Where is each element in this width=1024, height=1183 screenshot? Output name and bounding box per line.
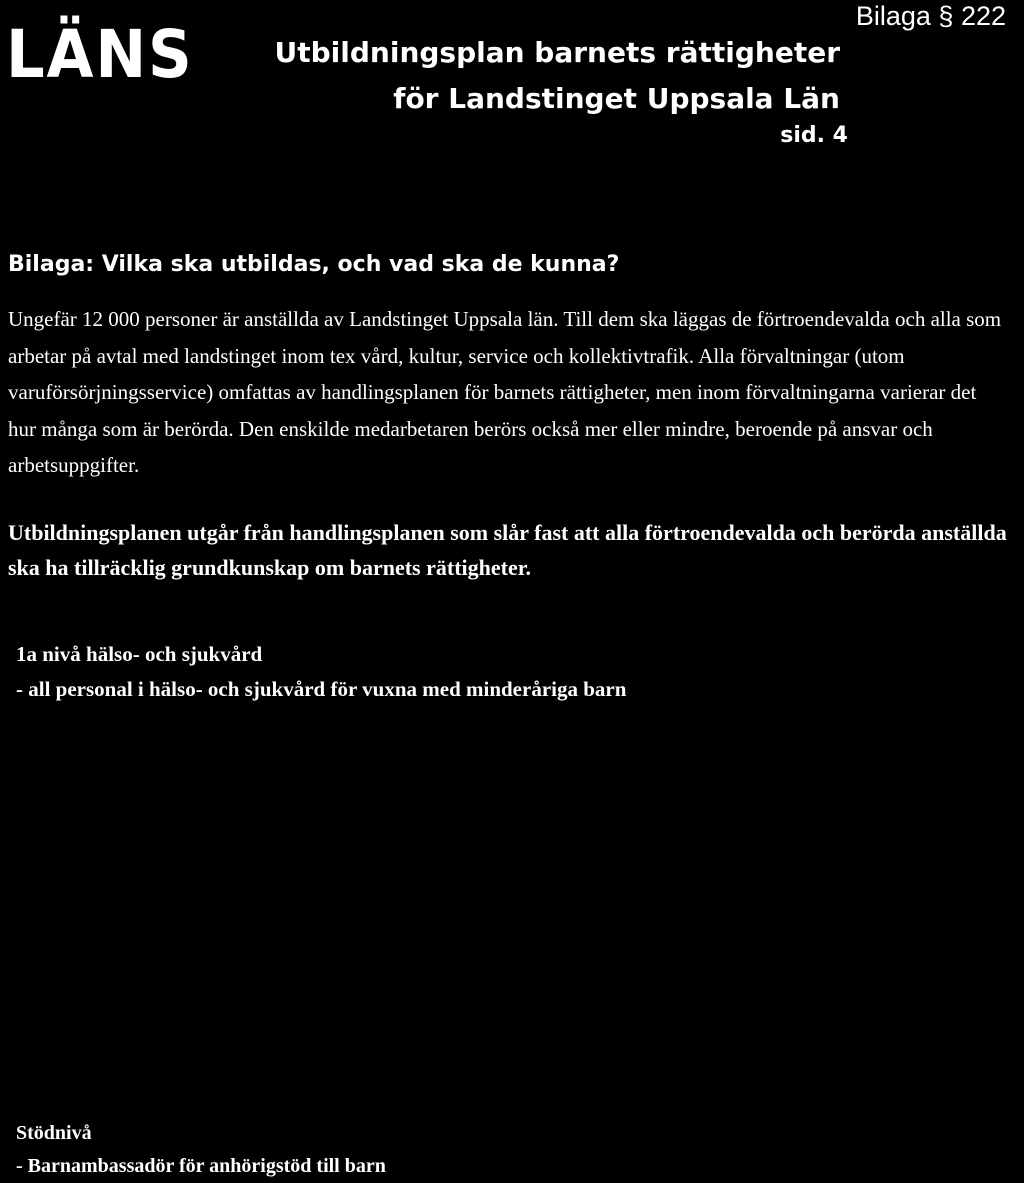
document-title [275,30,840,122]
title-line-2: för Landstinget Uppsala Län [393,82,840,115]
bilaga-reference: Bilaga § 222 [855,1,1006,31]
page-number: sid. 4 [780,123,848,148]
section-heading: Bilaga: Vilka ska utbildas, och vad ska de kunna? [8,252,620,277]
emphasis-paragraph: Utbildningsplanen utgår från handlingsplanen som slår fast att alla förtroendevalda och berörda anställda ska ha tillräcklig grundkunskap om barnets rättigheter. [8,520,1007,580]
support-level-block [16,1117,386,1183]
intro-paragraph: Ungefär 12 000 personer är anställda av Landstinget Uppsala län. Till dem ska läggas de förtroendevalda och alla som arbetar på avtal med landstinget inom tex vård, kultur, service och kollektivtrafik. Alla förvaltningar (utom varuförsörjningsservice) omfattas av handlingsplanen för barnets rättigheter, men inom förvaltningarna varierar det hur många som är berörda. Den enskilde medarbetaren berörs också mer eller mindre, beroende på ansvar och arbetsuppgifter. [8,307,1002,477]
title-line-1: Utbildningsplan barnets rättigheter [274,36,840,69]
support-level-item: - Barnambassadör för anhörigstöd till barn [16,1155,386,1177]
level-1-item: - all personal i hälso- och sjukvård för vuxna med minderåriga barn [16,677,627,701]
level-1-title: 1a nivå hälso- och sjukvård [16,642,263,666]
support-level-title: Stödnivå [16,1122,92,1144]
level-1-block [16,637,626,707]
landstinget-logo: LÄNS [6,16,194,93]
